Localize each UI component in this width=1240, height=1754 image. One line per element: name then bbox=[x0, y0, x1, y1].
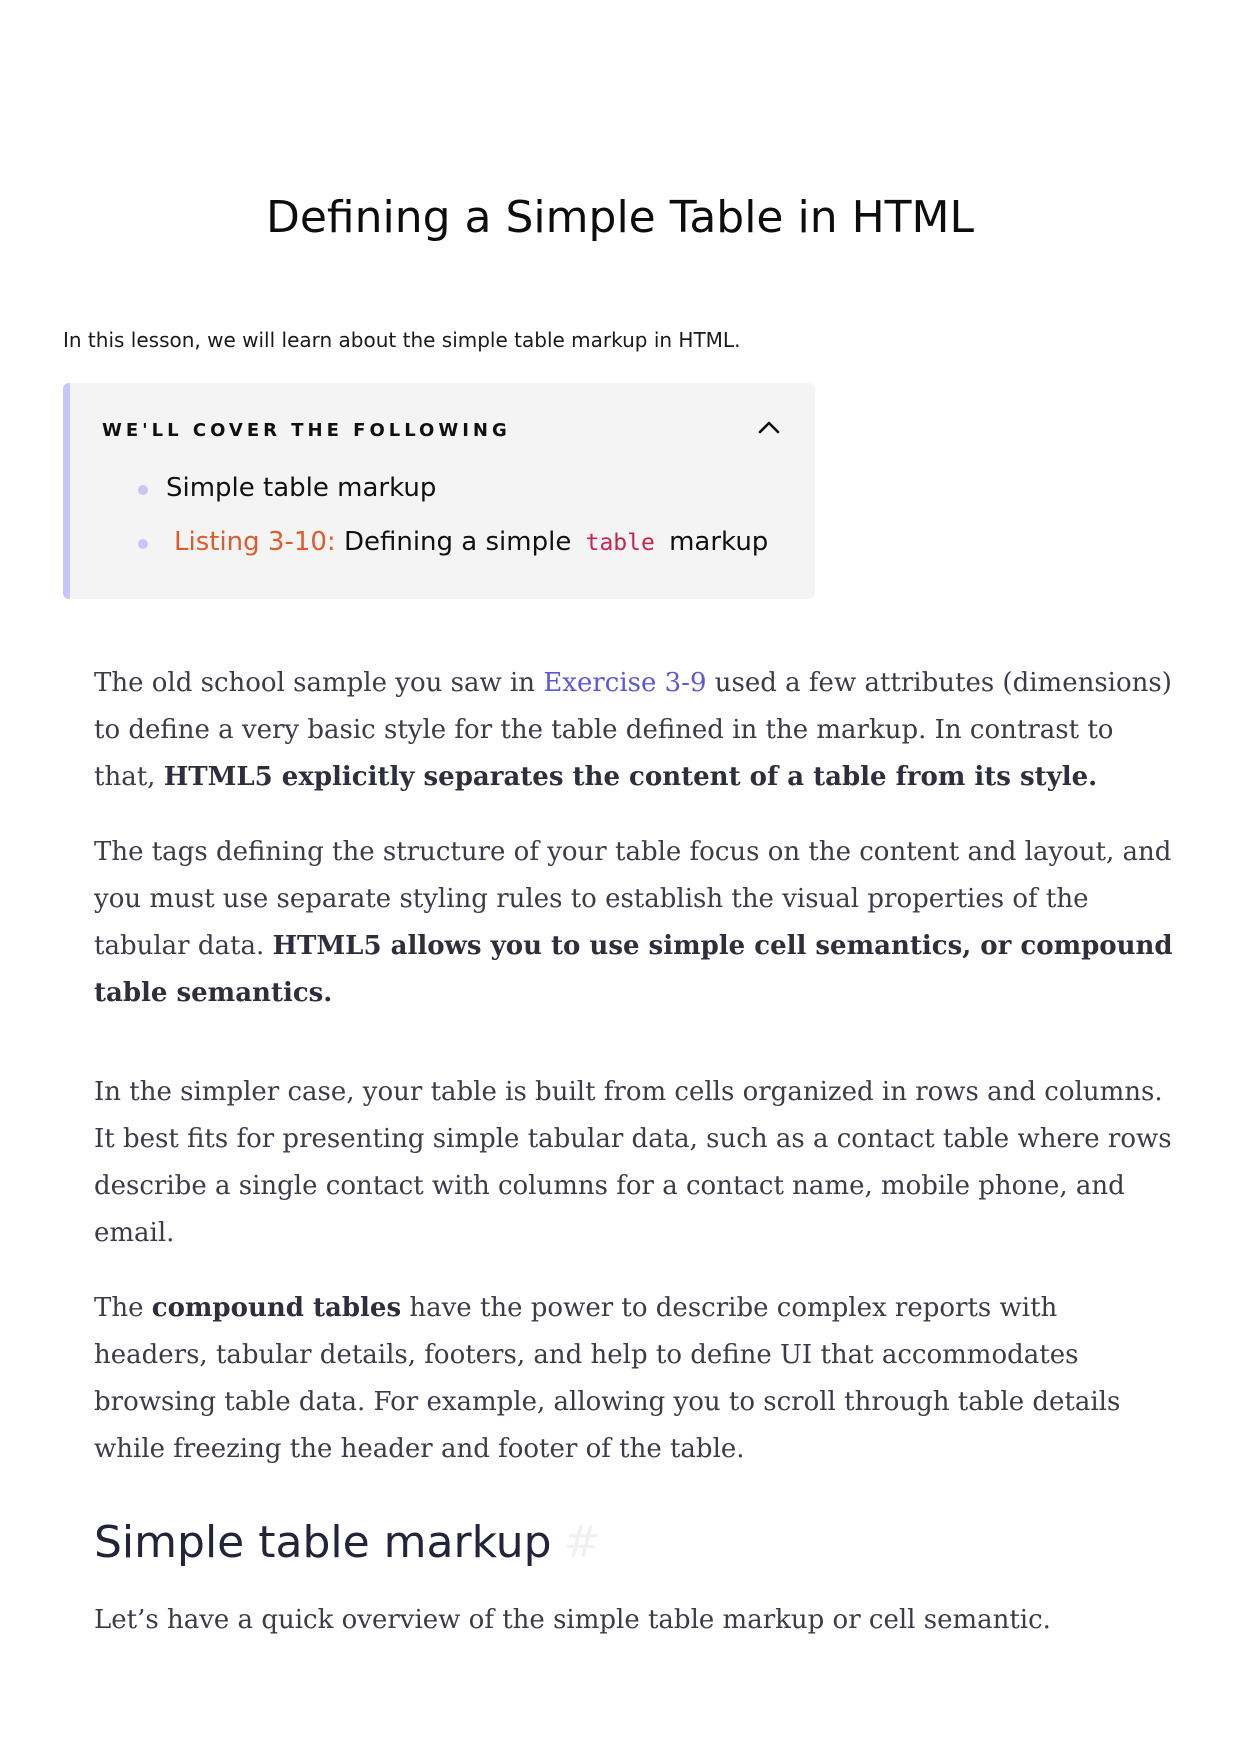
toc-item-label: Simple table markup bbox=[166, 473, 437, 503]
table-of-contents bbox=[63, 383, 815, 599]
paragraph-2 bbox=[94, 829, 1174, 1017]
lesson-intro: In this lesson, we will learn about the simple table markup in HTML. bbox=[63, 328, 741, 352]
p1-text-a: The old school sample you saw in bbox=[94, 668, 536, 698]
toc-item-text: Defining a simple bbox=[343, 527, 572, 557]
exercise-3-9-link[interactable]: Exercise 3-9 bbox=[543, 668, 707, 698]
p1-text-b: used a few attributes (dimensions) to define a very basic style for the table defined in the markup. In contrast to that, bbox=[94, 668, 1172, 792]
lesson-content bbox=[94, 660, 1174, 1672]
toc-item-suffix: markup bbox=[669, 527, 769, 557]
section-heading-simple-table-markup bbox=[94, 1515, 1174, 1571]
paragraph-1 bbox=[94, 660, 1174, 801]
p4-text-b: have the power to describe complex reports with headers, tabular details, footers, and help to define UI that accommodates browsing table data. For example, allowing you to scroll through table details while freezing the header and footer of the table. bbox=[94, 1293, 1121, 1464]
paragraph-3: In the simpler case, your table is built from cells organized in rows and columns. It best fits for presenting simple tabular data, such as a contact table where rows describe a single contact with columns for a contact name, mobile phone, and email. bbox=[94, 1077, 1172, 1248]
heading-anchor-link[interactable]: # bbox=[563, 1517, 601, 1568]
p2-bold: HTML5 allows you to use simple cell semantics, or compound table semantics. bbox=[94, 931, 1173, 1008]
page-title: Defining a Simple Table in HTML bbox=[265, 192, 975, 243]
toc-item-simple-table-markup[interactable] bbox=[166, 471, 768, 525]
p2-text: The tags defining the structure of your table focus on the content and layout, and you must use separate styling rules to establish the visual properties of the tabular data. bbox=[94, 837, 1172, 961]
toc-item-listing-3-10[interactable] bbox=[166, 525, 768, 579]
toc-header: WE'LL COVER THE FOLLOWING bbox=[102, 420, 511, 441]
section-heading-text: Simple table markup bbox=[94, 1517, 552, 1568]
toc-listing-label: Listing 3-10: bbox=[174, 527, 336, 557]
p1-bold: HTML5 explicitly separates the content of a table from its style. bbox=[163, 762, 1098, 792]
paragraph-5: Let’s have a quick overview of the simple table markup or cell semantic. bbox=[94, 1605, 1051, 1635]
bullet-icon bbox=[138, 485, 148, 495]
paragraph-4 bbox=[94, 1285, 1174, 1473]
toc-list bbox=[166, 471, 768, 579]
p4-text-a: The bbox=[94, 1293, 144, 1323]
p4-bold: compound tables bbox=[151, 1293, 402, 1323]
toc-code-term: table bbox=[585, 530, 655, 556]
chevron-up-icon[interactable] bbox=[757, 416, 781, 440]
bullet-icon bbox=[138, 539, 148, 549]
